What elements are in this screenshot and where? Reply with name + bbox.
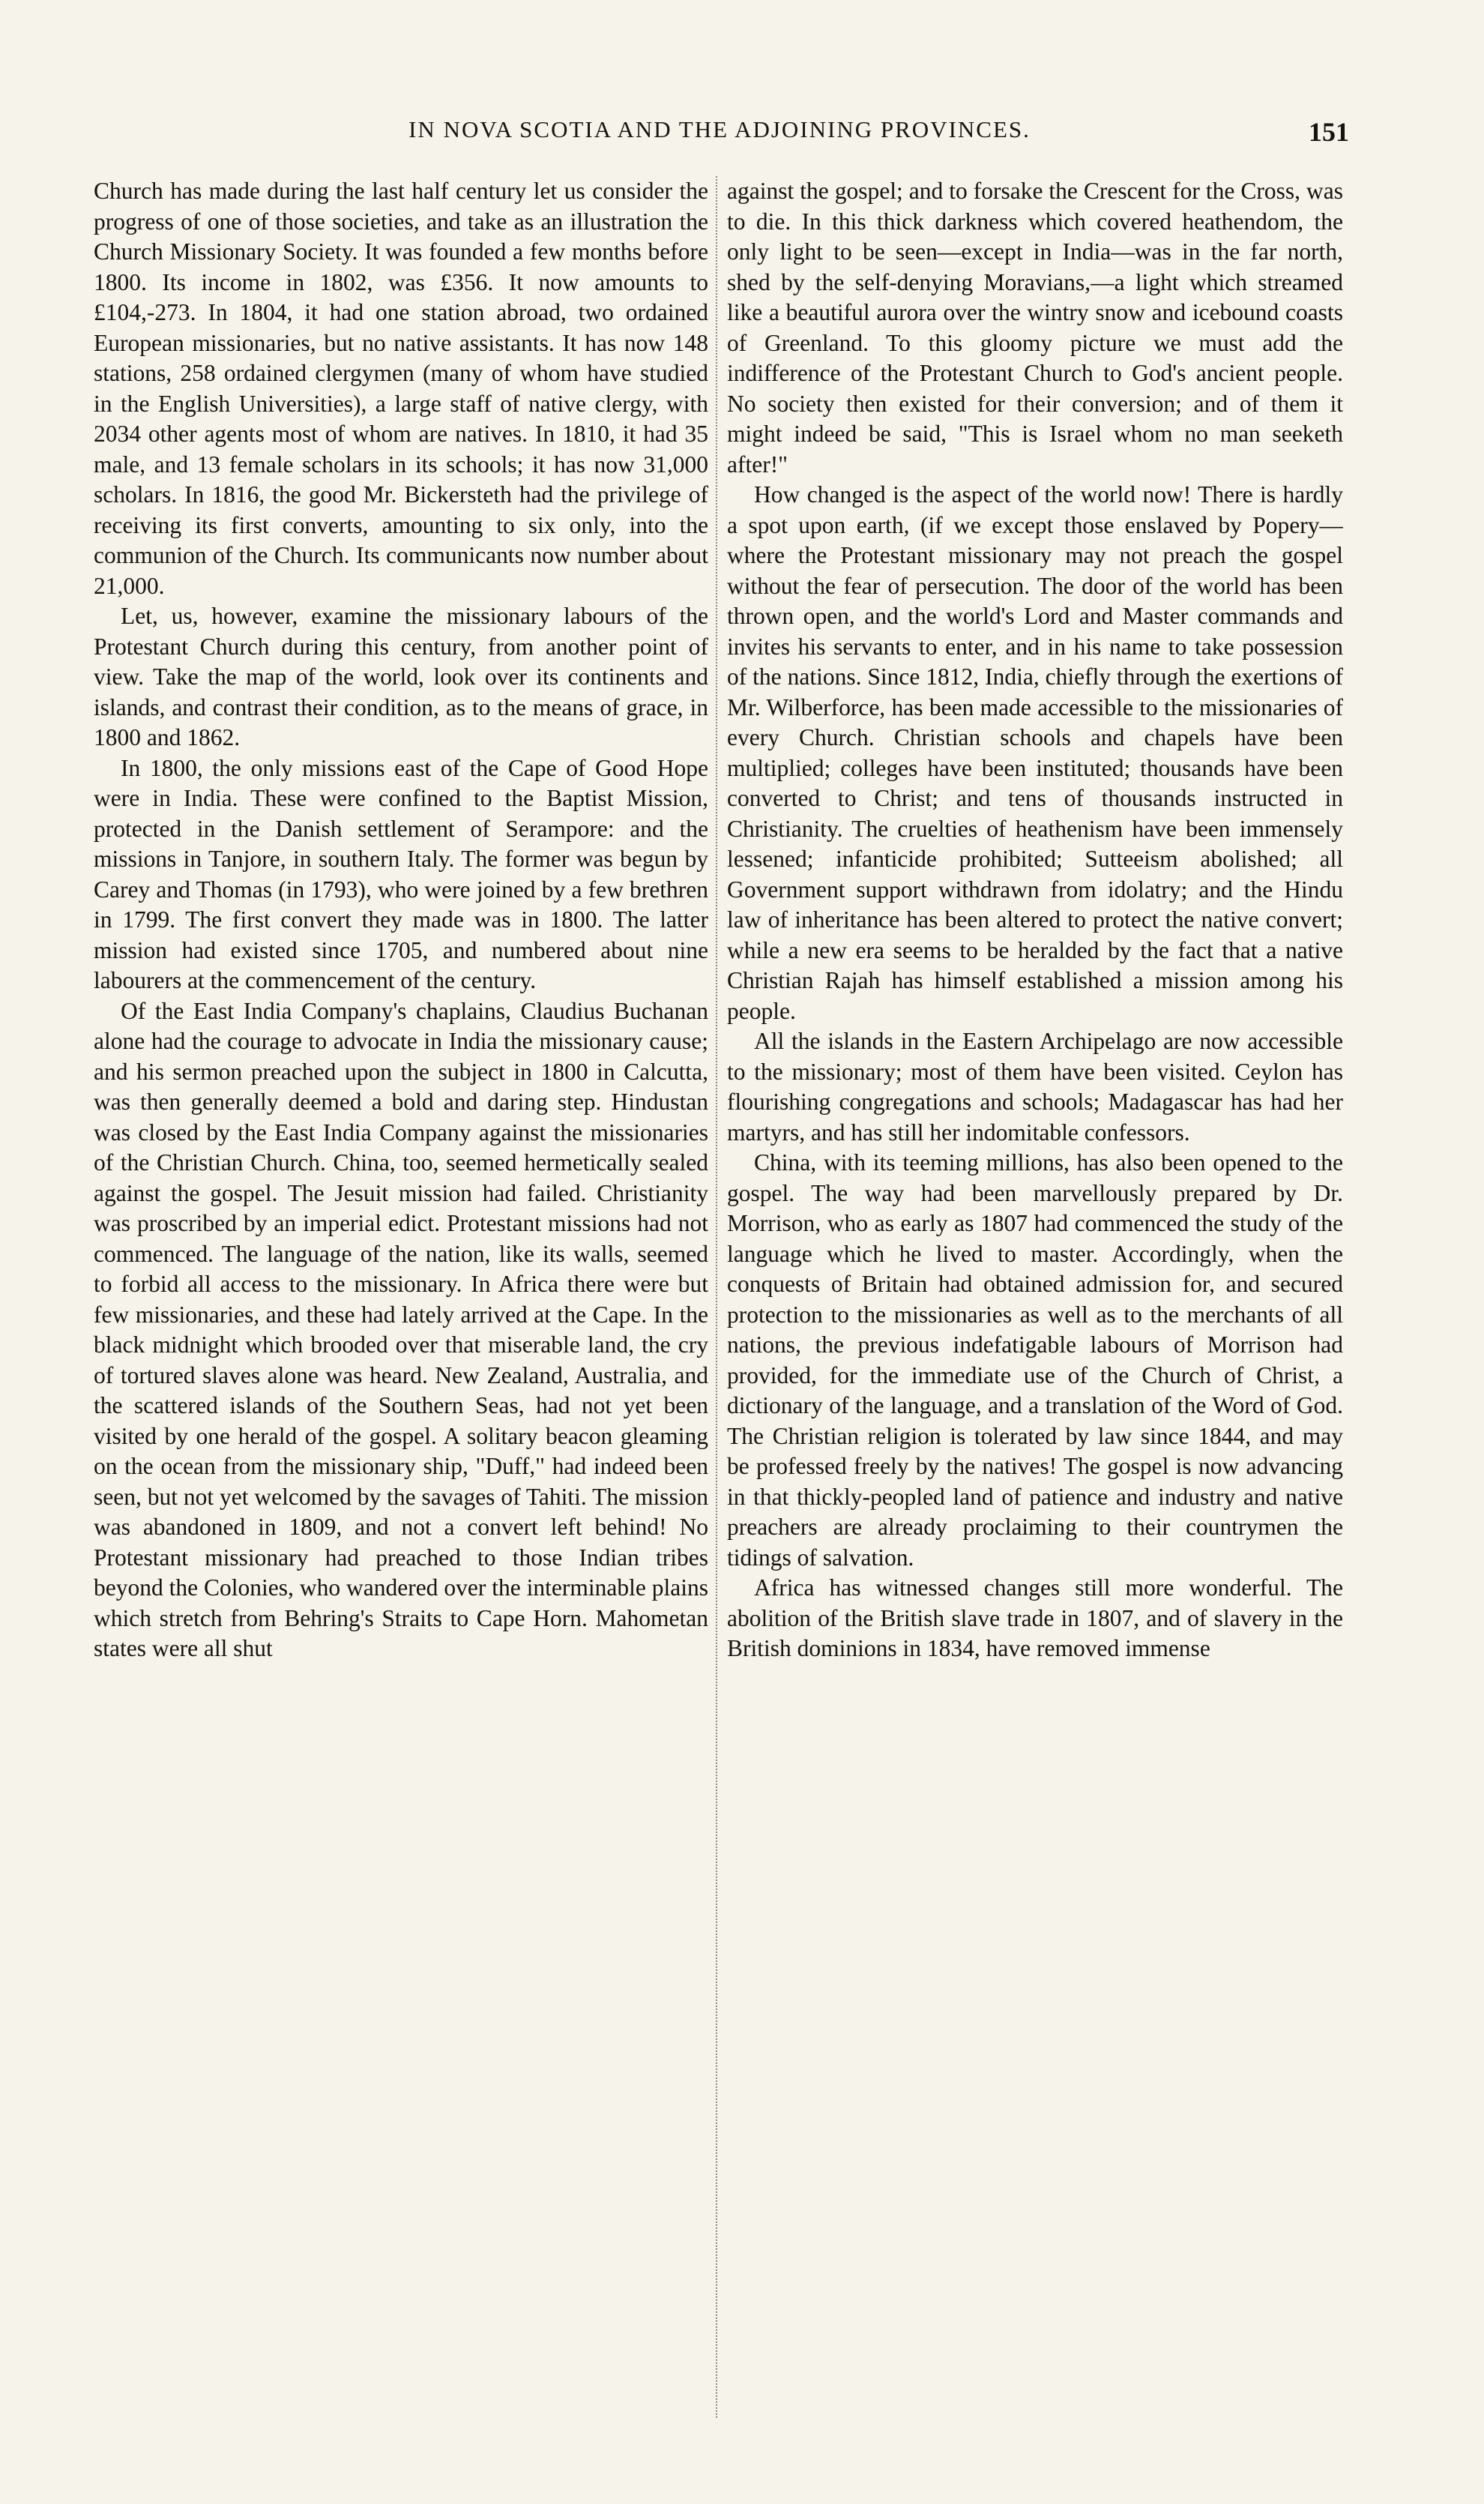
paragraph: How changed is the aspect of the world now! There is hardly a spot upon earth, (if we except those enslaved by Popery—where the Protestant missionary may not preach the gospel without the fear of persecution. The door of the world has been thrown open, and the world's Lord and Master commands and invites his servants to enter, and in his name to take possession of the nations. Since 1812, India, chiefly through the exertions of Mr. Wilberforce, has been made accessible to the missionaries of every Church. Christian schools and chapels have been multiplied; colleges have been instituted; thousands have been converted to Christ; and tens of thousands instructed in Christianity. The cruelties of heathenism have been immensely lessened; infanticide prohibited; Sutteeism abolished; all Government support withdrawn from idolatry; and the Hindu law of inheritance has been altered to protect the native convert; while a new era seems to be heralded by the fact that a native Christian Rajah has himself established a mission among his people. [727,481,1343,1024]
page-number: 151 [1309,117,1349,147]
paragraph: Church has made during the last half century let us consider the progress of one of those societies, and take as an illustration the Church Missionary Society. It was founded a few months before 1800. Its income in 1802, was £356. It now amounts to £104,-273. In 1804, it had one station abroad, two ordained European missionaries, but no native assistants. It has now 148 stations, 258 ordained clergymen (many of whom have studied in the English Universities), a large staff of native clergy, with 2034 other agents most of whom are natives. In 1810, it had 35 male, and 13 female scholars in its schools; it has now 31,000 scholars. In 1816, the good Mr. Bickersteth had the privilege of receiving its first converts, amounting to six only, into the communion of the Church. Its communicants now number about 21,000. [94,178,708,599]
running-head: IN NOVA SCOTIA AND THE ADJOINING PROVINCES. [408,116,1031,142]
column-divider [716,176,717,2418]
left-column [94,176,708,2440]
page-header [90,116,1349,161]
right-column [727,176,1343,2440]
paragraph: China, with its teeming millions, has also been opened to the gospel. The way had been marvellously prepared by Dr. Morrison, who as early as 1807 had commenced the study of the language which he lived to master. Accordingly, when the conquests of Britain had obtained admission for, and secured protection to the missionaries as well as to the merchants of all nations, the previous indefatigable labours of Morrison had provided, for the immediate use of the Church of Christ, a dictionary of the language, and a translation of the Word of God. The Christian religion is tolerated by law since 1844, and may be professed freely by the natives! The gospel is now advancing in that thickly-peopled land of patience and industry and native preachers are already proclaiming to their countrymen the tidings of salvation. [727,1149,1343,1571]
paragraph: Let, us, however, examine the missionary labours of the Protestant Church during this century, from another point of view. Take the map of the world, look over its continents and islands, and contrast their condition, as to the means of grace, in 1800 and 1862. [94,603,708,750]
paragraph: In 1800, the only missions east of the Cape of Good Hope were in India. These were confined to the Baptist Mission, protected in the Danish settlement of Serampore: and the missions in Tanjore, in southern Italy. The former was begun by Carey and Thomas (in 1793), who were joined by a few brethren in 1799. The first convert they made was in 1800. The latter mission had existed since 1705, and numbered about nine labourers at the commencement of the century. [94,754,708,993]
paragraph: Africa has witnessed changes still more wonderful. The abolition of the British slave trade in 1807, and of slavery in the British dominions in 1834, have removed immense [727,1574,1343,1661]
paragraph: Of the East India Company's chaplains, Claudius Buchanan alone had the courage to advocate in India the missionary cause; and his sermon preached upon the subject in 1800 in Calcutta, was then generally deemed a bold and daring step. Hindustan was closed by the East India Company against the missionaries of the Christian Church. China, too, seemed hermetically sealed against the gospel. The Jesuit mission had failed. Christianity was proscribed by an imperial edict. Protestant missions had not commenced. The language of the nation, like its walls, seemed to forbid all access to the missionary. In Africa there were but few missionaries, and these had lately arrived at the Cape. In the black midnight which brooded over that miserable land, the cry of tortured slaves alone was heard. New Zealand, Australia, and the scattered islands of the Southern Seas, had not yet been visited by one herald of the gospel. A solitary beacon gleaming on the ocean from the missionary ship, "Duff," had indeed been seen, but not yet welcomed by the savages of Tahiti. The mission was abandoned in 1809, and not a convert left behind! No Protestant missionary had preached to those Indian tribes beyond the Colonies, who wandered over the interminable plains which stretch from Behring's Straits to Cape Horn. Mahometan states were all shut [94,997,708,1661]
paragraph: All the islands in the Eastern Archipelago are now accessible to the missionary; most of them have been visited. Ceylon has flourishing congregations and schools; Madagascar has had her martyrs, and has still her indomitable confessors. [727,1028,1343,1146]
paragraph: against the gospel; and to forsake the Crescent for the Cross, was to die. In this thick darkness which covered heathendom, the only light to be seen—except in India—was in the far north, shed by the self-denying Moravians,—a light which streamed like a beautiful aurora over the wintry snow and icebound coasts of Greenland. To this gloomy picture we must add the indifference of the Protestant Church to God's ancient people. No society then existed for their conversion; and of them it might indeed be said, "This is Israel whom no man seeketh after!" [727,178,1343,478]
